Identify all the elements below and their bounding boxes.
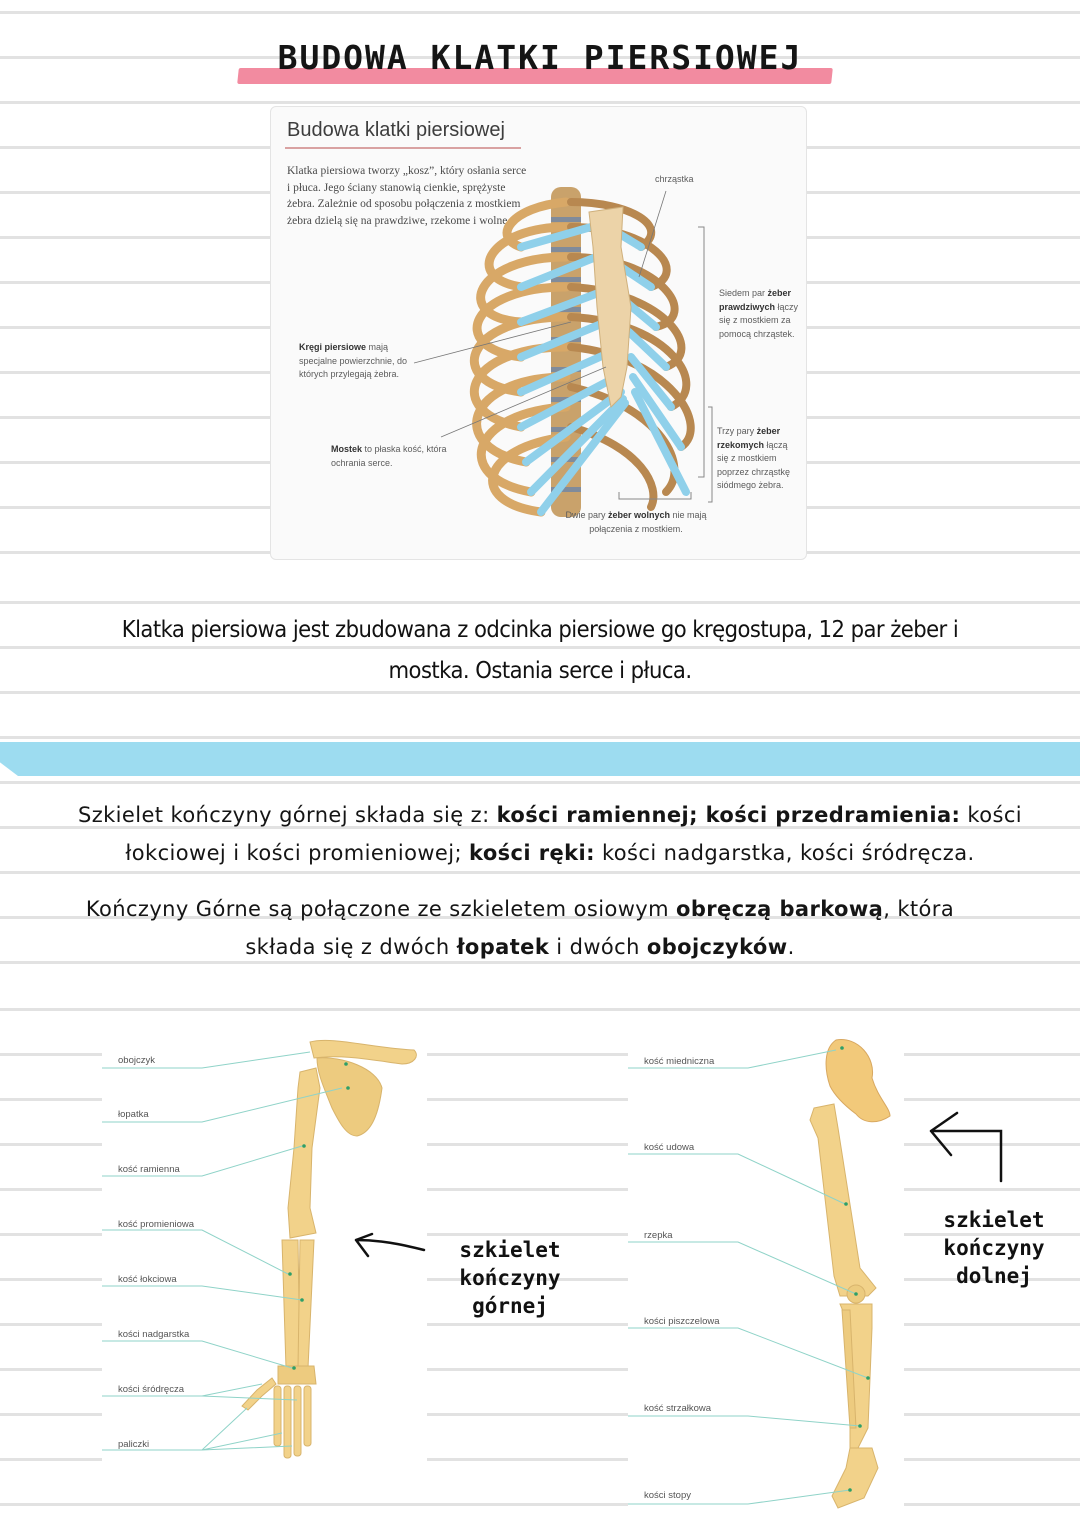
- shoulder-text-1: Kończyny Górne są połączone ze szkieletem osiowym: [85, 897, 677, 921]
- lower-caption-line-1: szkielet: [943, 1208, 1045, 1232]
- upper-limb-text-2: kości łokciowej i kości promieniowej;: [125, 803, 1023, 865]
- note-thoracic-vertebrae: [299, 341, 419, 382]
- ribcage-summary: [98, 610, 981, 692]
- upper-limb-bold-2: kości ręki:: [469, 841, 595, 865]
- lower-limb-illustration: [628, 1028, 904, 1522]
- label-ulna: kość łokciowa: [118, 1274, 177, 1285]
- upper-caption-line-2: kończyny: [459, 1266, 561, 1290]
- upper-limb-text-3: kości nadgarstka, kości śródręcza.: [594, 841, 975, 865]
- note-false-ribs-bold: żeber rzekomych: [717, 426, 781, 450]
- figure-intro: Klatka piersiowa tworzy „kosz”, który osłania serce i płuca. Jego ściany stanowią cienkie, sprężyste żebra. Zależnie od sposobu połączenia z mostkiem żebra dzielą się na prawdziwe, rzekome i wolne.: [287, 165, 527, 227]
- note-true-ribs: [719, 287, 799, 341]
- label-tibia: kości piszczelowa: [644, 1316, 720, 1327]
- arrow-left-icon: [350, 1232, 430, 1262]
- lower-limb-caption: [924, 1206, 1064, 1290]
- upper-limb-text-1: Szkielet kończyny górnej składa się z:: [77, 803, 497, 827]
- upper-caption-line-1: szkielet: [459, 1238, 561, 1262]
- rule-line: [0, 601, 1080, 604]
- label-radius: kość promieniowa: [118, 1219, 195, 1230]
- label-phalanges: paliczki: [118, 1439, 150, 1450]
- label-carpals: kości nadgarstka: [118, 1329, 190, 1340]
- note-false-ribs: [717, 425, 799, 493]
- rule-line: [0, 1503, 1080, 1506]
- shoulder-text-2: , która składa się z dwóch: [245, 897, 955, 959]
- note-floating-ribs-bold: żeber wolnych: [607, 510, 670, 520]
- note-true-ribs-pre: Siedem par: [719, 288, 768, 298]
- rule-line: [0, 1008, 1080, 1011]
- upper-limb-bold-1: kości ramiennej; kości przedramienia:: [496, 803, 961, 827]
- ribcage-figure: [270, 106, 807, 560]
- label-hip-bone: kość miedniczna: [644, 1056, 715, 1067]
- upper-limb-paragraph: [40, 796, 1060, 872]
- shoulder-bold-3: obojczyków: [646, 935, 788, 959]
- section-divider-band: [0, 742, 1080, 776]
- summary-line-1: Klatka piersiowa jest zbudowana z odcinka piersiowe go kręgostupa, 12 par żeber i: [121, 617, 959, 643]
- label-foot-bones: kości stopy: [644, 1490, 691, 1501]
- note-sternum-bold: Mostek: [331, 444, 363, 454]
- rule-line: [0, 11, 1080, 14]
- lower-caption-line-3: dolnej: [956, 1264, 1032, 1288]
- arrow-elbow-left-icon: [925, 1105, 1005, 1185]
- note-cartilage: chrząstka: [655, 174, 694, 184]
- note-true-ribs-bold: żeber prawdziwych: [719, 288, 792, 312]
- label-femur: kość udowa: [644, 1142, 695, 1153]
- lower-caption-line-2: kończyny: [943, 1236, 1045, 1260]
- note-sternum-text: to płaska kość, która ochrania serce.: [331, 444, 447, 468]
- note-floating-ribs-pre: Dwie pary: [565, 510, 608, 520]
- upper-caption-line-3: górnej: [472, 1294, 548, 1318]
- shoulder-girdle-paragraph: [50, 890, 990, 966]
- note-floating-ribs-post: nie mają połączenia z mostkiem.: [589, 510, 707, 534]
- summary-line-2: mostka. Ostania serce i płuca.: [388, 658, 692, 684]
- shoulder-text-4: .: [787, 935, 795, 959]
- shoulder-text-3: i dwóch: [549, 935, 647, 959]
- note-false-ribs-post: łączą się z mostkiem poprzez chrząstkę siódmego żebra.: [717, 439, 791, 490]
- shoulder-bold-2: łopatek: [456, 935, 550, 959]
- figure-title: Budowa klatki piersiowej: [287, 119, 505, 141]
- note-vertebrae-text: mają specjalne powierzchnie, do których przylegają żebra.: [299, 342, 408, 379]
- note-sternum: [331, 443, 461, 470]
- page-title: BUDOWA KLATKI PIERSIOWEJ: [277, 38, 803, 77]
- note-vertebrae-bold: Kręgi piersiowe: [299, 342, 367, 352]
- note-true-ribs-post: łączy się z mostkiem za pomocą chrząstek.: [719, 301, 799, 339]
- label-metacarpals: kości śródręcza: [118, 1384, 184, 1395]
- rule-line: [0, 781, 1080, 784]
- rule-line: [0, 736, 1080, 739]
- label-clavicle: obojczyk: [118, 1055, 155, 1066]
- label-scapula: łopatka: [118, 1109, 149, 1120]
- upper-limb-caption: [440, 1236, 580, 1320]
- label-humerus: kość ramienna: [118, 1164, 180, 1175]
- shoulder-bold-1: obręczą barkową: [676, 897, 884, 921]
- note-floating-ribs: [561, 509, 711, 536]
- note-false-ribs-pre: Trzy pary: [717, 426, 757, 436]
- rule-line: [0, 101, 1080, 104]
- label-fibula: kość strzałkowa: [644, 1403, 712, 1414]
- label-patella: rzepka: [644, 1230, 673, 1241]
